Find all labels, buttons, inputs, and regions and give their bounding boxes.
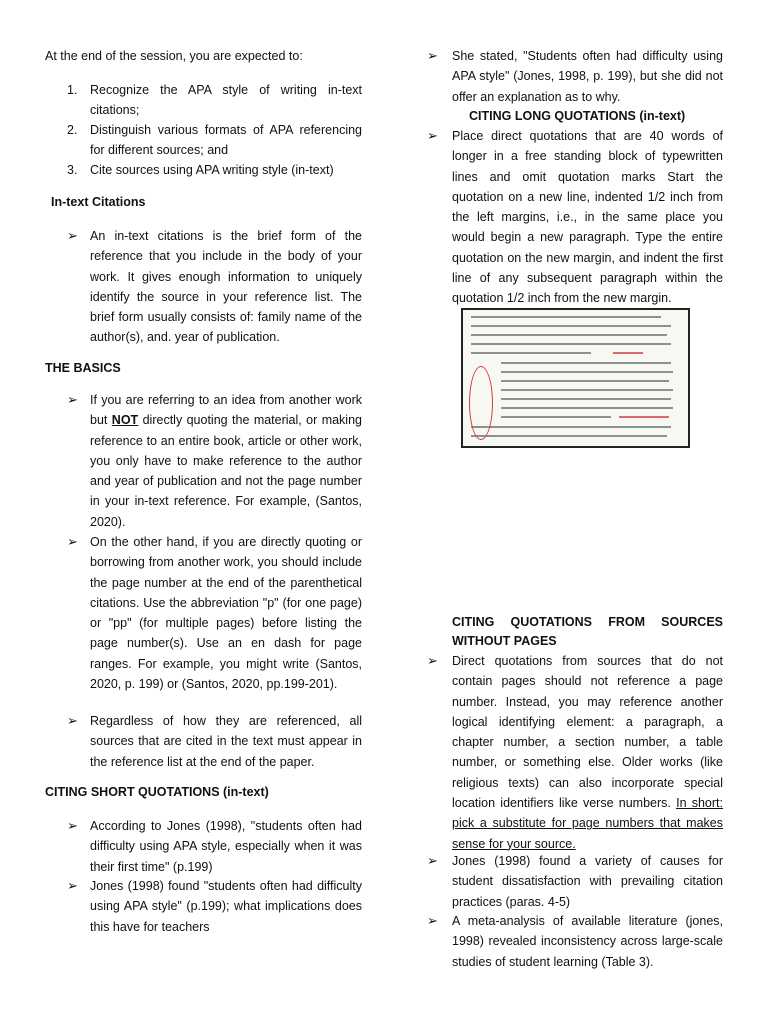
block-quotation-example-image [461, 308, 690, 448]
short-quotations-heading: CITING SHORT QUOTATIONS (in-text) [45, 785, 269, 799]
basics-bullet-2: On the other hand, if you are directly quoting or borrowing from another work, you should include the page number at the end of the parenthetical citations. Use the abbreviation "p" (for one page) or "pp" (for multiple pages) before listing the page number(s). Use an en dash for page ranges. For example, you might write (Santos, 2020, p. 199) or (Santos, 2020, pp.199-201). [90, 535, 362, 692]
arrowhead-bullet-icon: ➢ [67, 392, 78, 407]
intro-text: At the end of the session, you are expected to: [45, 49, 303, 63]
basics-heading: THE BASICS [45, 361, 121, 375]
arrowhead-bullet-icon: ➢ [67, 713, 78, 728]
document-page: At the end of the session, you are expected to: 1. Recognize the APA style of writing in-text citations; 2. Distinguish various formats of APA referencing for different sources; and 3. Cite sources using APA writing style (in-text) In-text Citations ➢ An in-text citations is the brief form of the reference that you include in the body of your work. It gives enough information to uniquely identify the source in your reference list. The brief form usually consists of: family name of the author(s), and. year of publication. THE BASICS ➢ If you are referring to an idea from another work but NOT directly quoting the material, or making reference to an entire book, article or other work, you only have to make reference to the author and year of publication and not the page number in your in-text reference. For example, (Santos, 2020). ➢ On the other hand, if you are directly quoting or borrowing from another work, you should include the page number at the end of the parenthetical citations. Use the abbreviation "p" (for one page) or "pp" (for multiple pages) before listing the page number(s). Use an en dash for page ranges. For example, you might write (Santos, 2020, p. 199) or (Santos, 2020, pp.199-201). ➢ Regardless of how they are referenced, all sources that are cited in the text must appear in the reference list at the end of the paper. CITING SHORT QUOTATIONS (in-text) ➢ According to Jones (1998), "students often had difficulty using APA style, especially when it was their first time" (p.199) ➢ Jones (1998) found "students often had difficulty using APA style" (p.199); what implications does this have for teachers ➢ She stated, "Students often had difficulty using APA style" (Jones, 1998, p. 199), but she did not offer an explanation as to why. CITING LONG QUOTATIONS (in-text) ➢ Place direct quotations that are 40 words of longer in a free standing block of typewritten lines and omit quotation marks Start the quotation on a new line, indented 1/2 inch from the left margins, i.e., in the same place you would begin a new paragraph. Type the entire quotation on the new margin, and indent the first line of any subsequent paragraph within the quotation 1/2 inch from the new margin. CITING QUOTATIONS FROM SOURCES WITHOUT PAGES ➢ Direct quotations from sources that do not contain pages should not reference a page number. Instead, you may reference another logical identifying element: a paragraph, a chapter number, a section number, a table number, or something else. Older works (like religious texts) can also incorporate special location identifiers like verse numbers. In short: pick a substitute for page numbers that makes sense for your source. ➢ Jones (1998) found a variety of causes for student dissatisfaction with prevailing citation practices (paras. 4-5) ➢ A meta-analysis of available literature (jones, 1998) revealed inconsistency across large-scale studies of student learning (Table 3). [0, 0, 768, 1024]
stated-bullet: She stated, "Students often had difficulty using APA style" (Jones, 1998, p. 199), but she did not offer an explanation as to why. [452, 49, 723, 104]
arrowhead-bullet-icon: ➢ [427, 48, 438, 63]
basics-bullet-3: Regardless of how they are referenced, all sources that are cited in the text must appear in the reference list at the end of the paper. [90, 714, 362, 769]
short-bullet-1: According to Jones (1998), "students often had difficulty using APA style, especially when it was their first time" (p.199) [90, 819, 362, 874]
basics-bullet-1: If you are referring to an idea from another work but NOT directly quoting the material, or making reference to an entire book, article or other work, you only have to make reference to the author and year of publication and not the page number in your in-text reference. For example, (Santos, 2020). [90, 393, 362, 529]
long-bullet: Place direct quotations that are 40 words of longer in a free standing block of typewritten lines and omit quotation marks Start the quotation on a new line, indented 1/2 inch from the left margins, i.e., in the same place you would begin a new paragraph. Type the entire quotation on the new margin, and indent the first line of any subsequent paragraph within the quotation 1/2 inch from the new margin. [452, 129, 723, 306]
annotation-oval [469, 366, 493, 440]
arrowhead-bullet-icon: ➢ [427, 653, 438, 668]
arrowhead-bullet-icon: ➢ [427, 913, 438, 928]
nopage-bullet-2: Jones (1998) found a variety of causes for student dissatisfaction with prevailing citation practices (paras. 4-5) [452, 854, 723, 909]
arrowhead-bullet-icon: ➢ [427, 128, 438, 143]
nopage-bullet-1: Direct quotations from sources that do not contain pages should not reference a page number. Instead, you may reference another logical identifying element: a paragraph, a chapter number, a section number, a table number, or something else. Older works (like religious texts) can also incorporate special location identifiers like verse numbers. In short: pick a substitute for page numbers that makes sense for your source. [452, 654, 723, 851]
intext-bullet: An in-text citations is the brief form of the reference that you include in the body of your work. It gives enough information to uniquely identify the source in your reference list. The brief form usually consists of: family name of the author(s), and. year of publication. [90, 229, 362, 345]
long-quotations-heading: CITING LONG QUOTATIONS (in-text) [469, 109, 686, 123]
nopage-heading-line-1: CITING QUOTATIONS FROM SOURCES [452, 615, 723, 629]
arrowhead-bullet-icon: ➢ [67, 818, 78, 833]
arrowhead-bullet-icon: ➢ [67, 878, 78, 893]
example-image-content [463, 310, 688, 446]
arrowhead-bullet-icon: ➢ [67, 534, 78, 549]
arrowhead-bullet-icon: ➢ [67, 228, 78, 243]
nopage-bullet-3: A meta-analysis of available literature (jones, 1998) revealed inconsistency across large-scale studies of student learning (Table 3). [452, 914, 723, 969]
short-bullet-2: Jones (1998) found "students often had difficulty using APA style" (p.199); what implications does this have for teachers [90, 879, 362, 934]
intext-heading: In-text Citations [51, 195, 146, 209]
arrowhead-bullet-icon: ➢ [427, 853, 438, 868]
nopage-heading-line-2: WITHOUT PAGES [452, 634, 557, 648]
